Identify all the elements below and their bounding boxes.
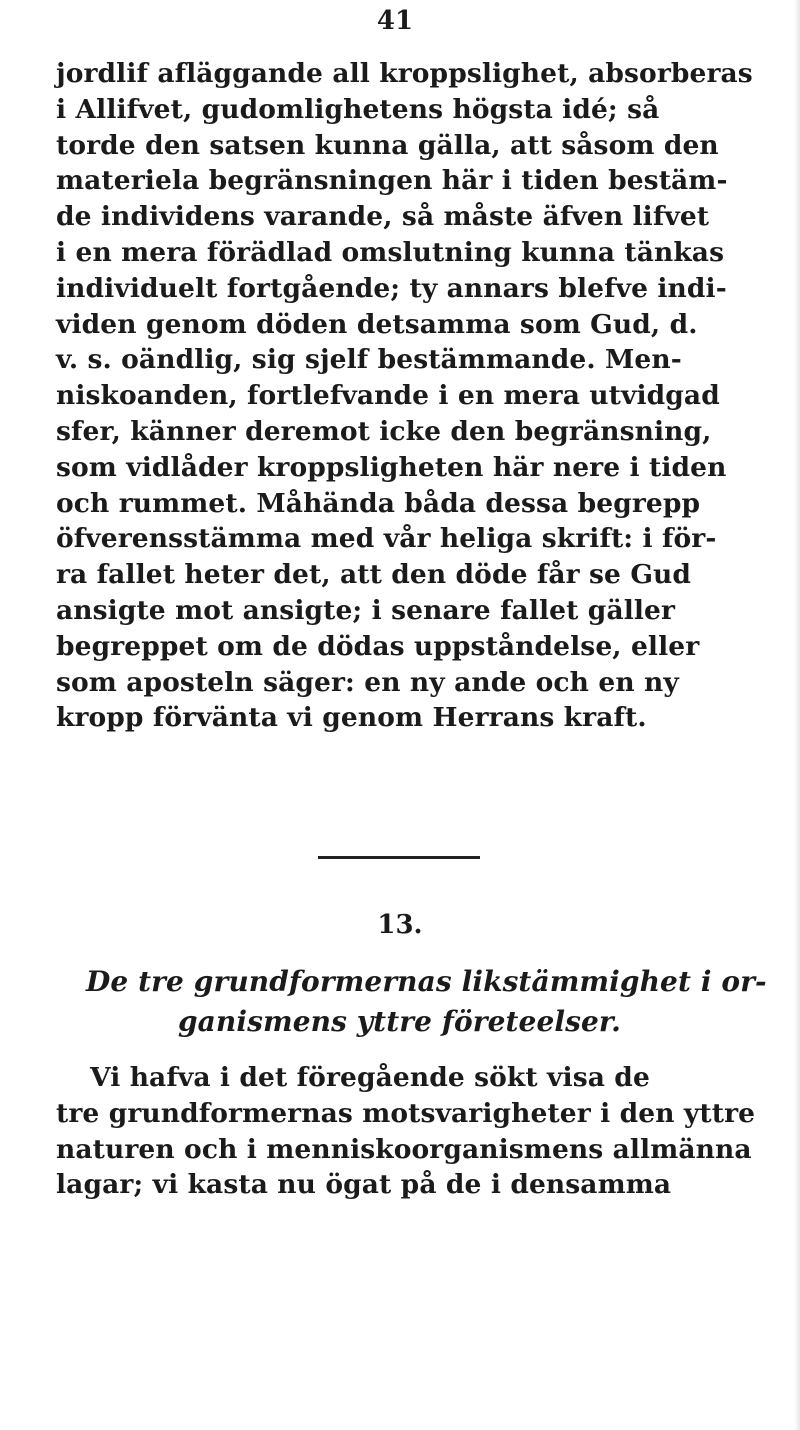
text-line: begreppet om de dödas uppståndelse, eller: [56, 630, 700, 662]
section-divider: [318, 856, 480, 859]
text-line: jordlif afläggande all kroppslighet, absorberas: [56, 58, 753, 89]
text-line: v. s. oändlig, sig sjelf bestämmande. Men-: [56, 344, 682, 376]
text-line: i en mera förädlad omslutning kunna tänkas: [56, 236, 725, 268]
text-line: tre grundformernas motsvarigheter i den yttre: [56, 1097, 756, 1129]
section-paragraph: [56, 1060, 794, 1203]
text-line: Vi hafva i det föregående sökt visa de: [90, 1062, 650, 1093]
text-line: ra fallet heter det, att den döde får se Gud: [56, 559, 692, 591]
page-number: 41: [376, 6, 414, 36]
text-line: naturen och i menniskoorganismens allmänna: [56, 1133, 752, 1165]
text-line: som aposteln säger: en ny ande och en ny: [56, 666, 679, 698]
text-line: öfverensstämma med vår heliga skrift: i för-: [56, 523, 717, 555]
page-edge-shadow: [794, 0, 800, 1430]
section-title-line: ganismens yttre företeelser.: [178, 1005, 622, 1038]
continued-paragraph: [56, 56, 794, 736]
section-title-line: De tre grundformernas likstämmighet i or-: [86, 965, 767, 998]
text-line: viden genom döden detsamma som Gud, d.: [56, 308, 698, 340]
text-line: i Allifvet, gudomlighetens högsta idé; så: [56, 93, 660, 125]
text-line: individuelt fortgående; ty annars blefve indi-: [56, 272, 727, 304]
text-line: materiela begränsningen här i tiden bestäm-: [56, 165, 728, 197]
section-number: 13.: [377, 910, 423, 940]
section-title: [86, 962, 776, 1042]
text-line: som vidlåder kroppsligheten här nere i tiden: [56, 451, 727, 483]
text-line: sfer, känner deremot icke den begränsning,: [56, 415, 712, 447]
text-line: torde den satsen kunna gälla, att såsom den: [56, 129, 719, 161]
text-line: och rummet. Måhända båda dessa begrepp: [56, 487, 701, 519]
text-line: lagar; vi kasta nu ögat på de i densamma: [56, 1169, 672, 1201]
text-line: de individens varande, så måste äfven lifvet: [56, 201, 710, 233]
text-line: niskoanden, fortlefvande i en mera utvidgad: [56, 380, 720, 412]
text-line: kropp förvänta vi genom Herrans kraft.: [56, 702, 647, 734]
text-line: ansigte mot ansigte; i senare fallet gäller: [56, 594, 676, 626]
